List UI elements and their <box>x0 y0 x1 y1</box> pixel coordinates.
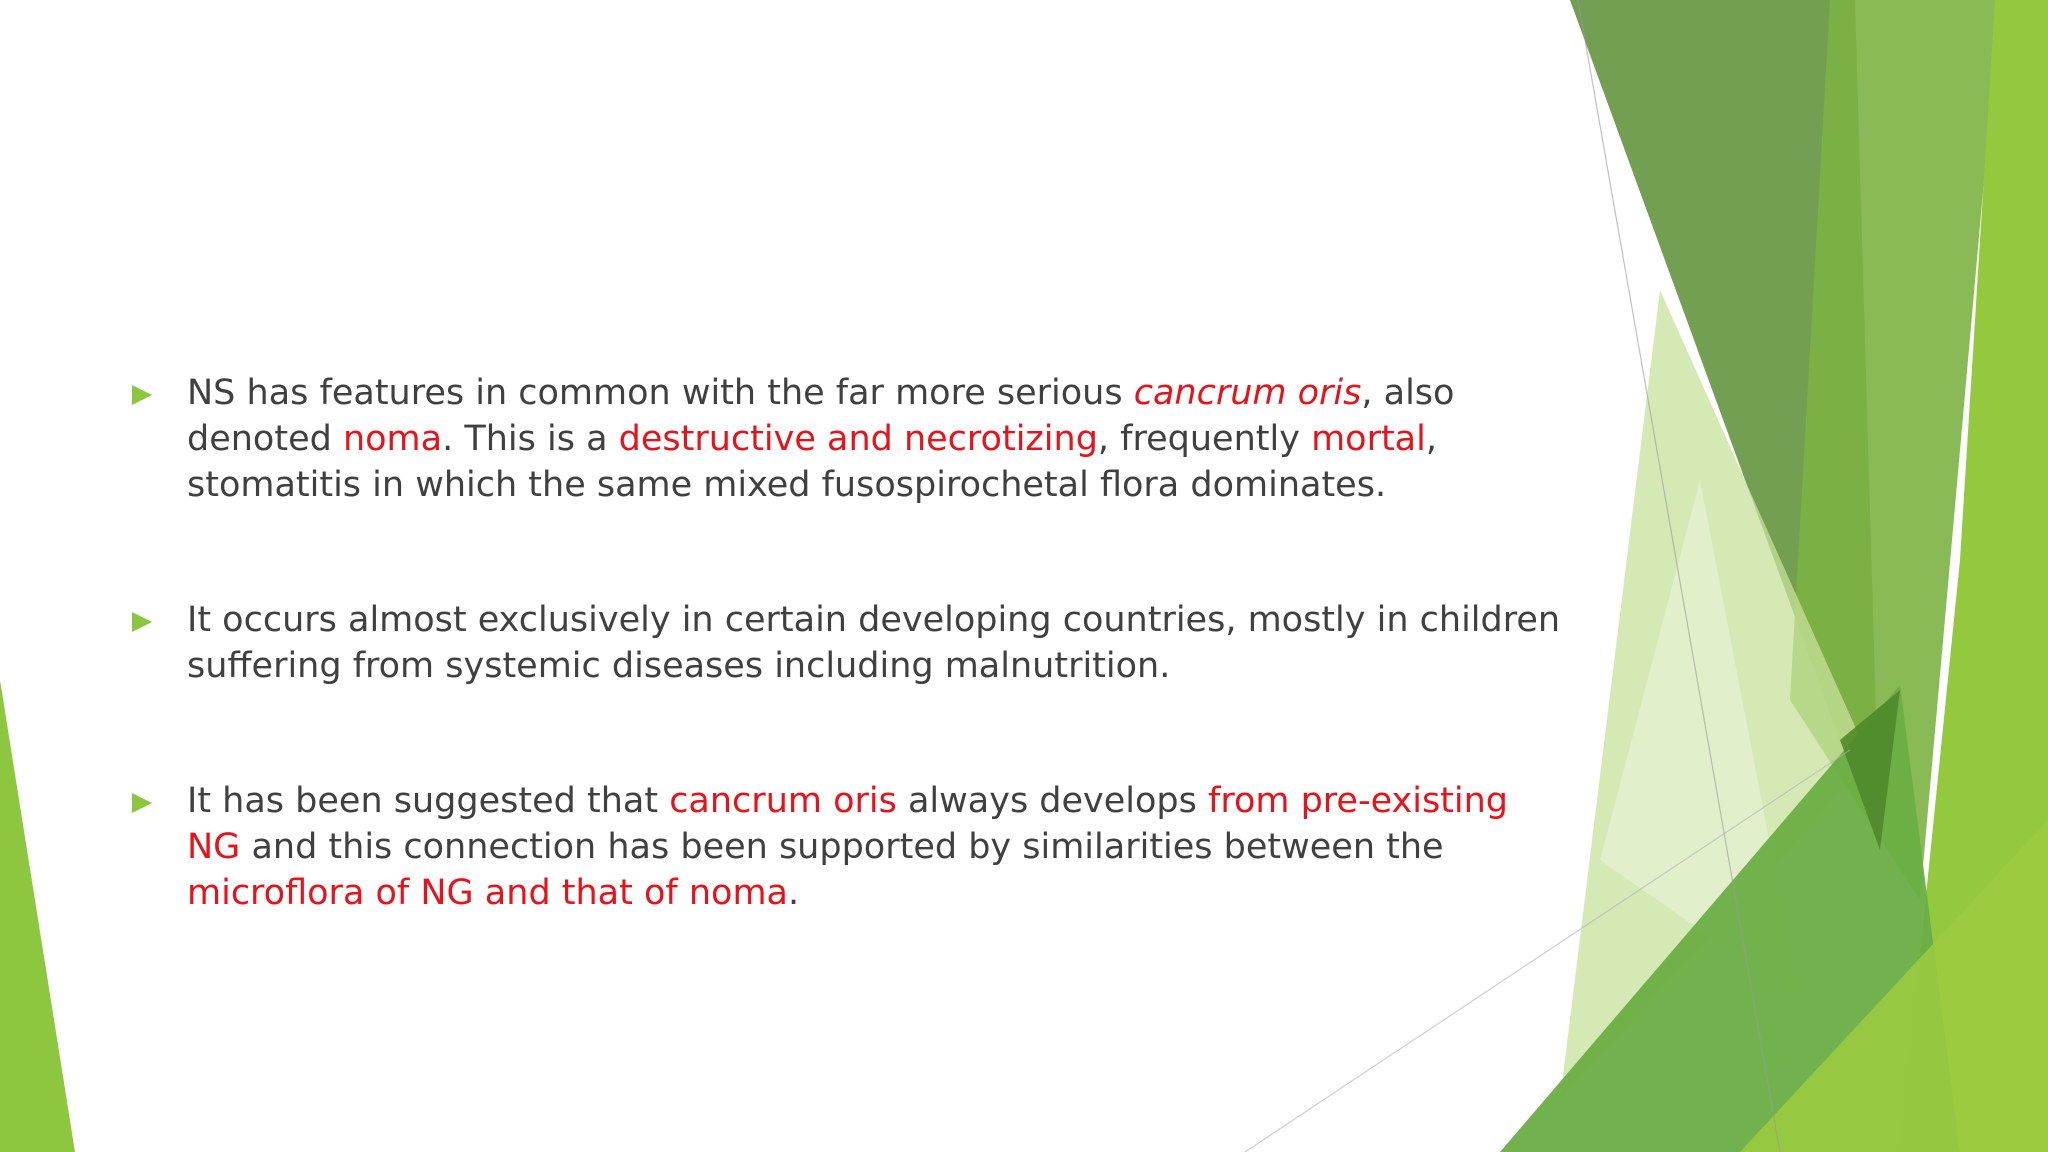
bullet-item <box>130 370 1570 508</box>
highlighted-text: from pre-existing NG <box>187 781 1509 867</box>
triangle-bullet-icon <box>132 793 152 813</box>
text-segment: and this connection has been supported by similarities between the <box>240 827 1444 867</box>
text-segment: NS has features in common with the far more serious <box>187 373 1134 413</box>
text-segment: . <box>787 873 800 913</box>
text-segment: It has been suggested that <box>187 781 670 821</box>
highlighted-text: destructive and necrotizing <box>618 419 1098 459</box>
text-segment: , stomatitis in which the same mixed fusospirochetal flora dominates. <box>187 419 1437 505</box>
bullet-item <box>130 778 1570 916</box>
text-segment: . This is a <box>442 419 619 459</box>
bullet-text <box>187 778 1570 916</box>
bullet-text <box>187 370 1570 508</box>
triangle-bullet-icon <box>132 612 152 632</box>
text-segment: , frequently <box>1097 419 1312 459</box>
bullet-text <box>187 597 1570 689</box>
highlighted-text: noma <box>342 419 443 459</box>
text-segment: , also denoted <box>187 373 1455 459</box>
left-green-sliver <box>0 680 75 1152</box>
text-segment: It occurs almost exclusively in certain developing countries, mostly in children suffering from systemic diseases including malnutrition. <box>187 600 1561 686</box>
highlighted-text: cancrum oris <box>669 781 897 821</box>
highlighted-text: microflora of NG and that of noma <box>187 873 788 913</box>
bullet-item <box>130 597 1570 689</box>
triangle-bullet-icon <box>132 385 152 405</box>
text-segment: always develops <box>896 781 1209 821</box>
highlighted-text: cancrum oris <box>1133 373 1362 413</box>
bullet-list <box>130 370 1570 916</box>
highlighted-text: mortal <box>1311 419 1426 459</box>
